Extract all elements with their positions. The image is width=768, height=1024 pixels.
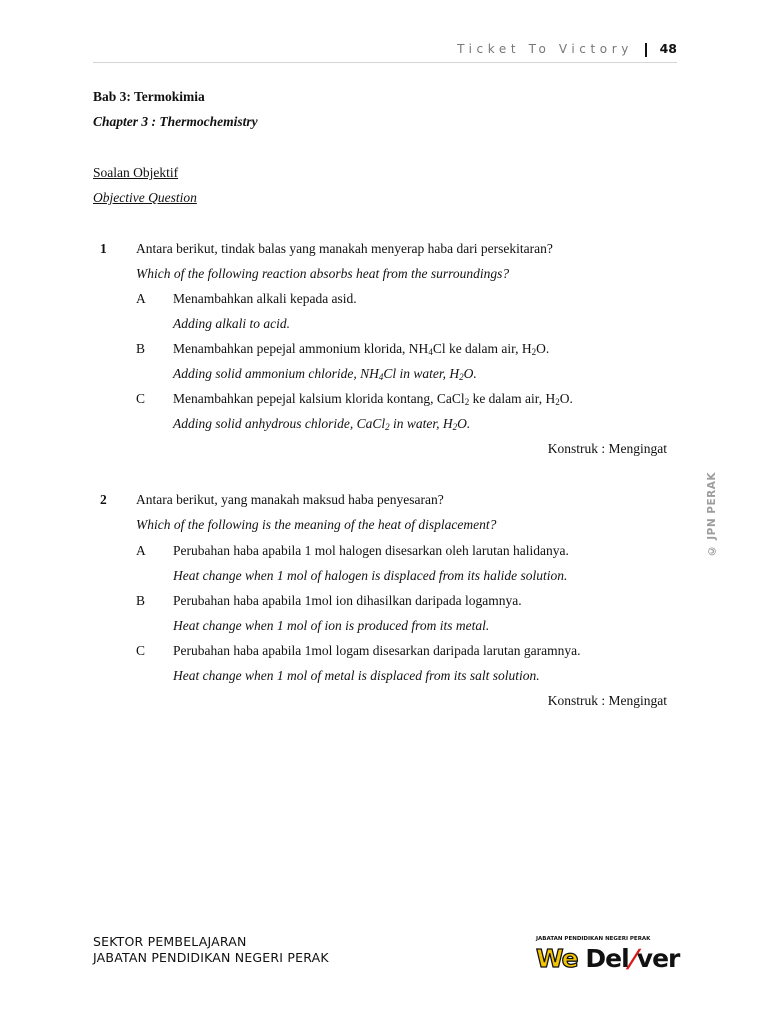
question-text-en: Which of the following reaction absorbs heat from the surroundings? [136, 266, 510, 281]
option-text-ms: Menambahkan pepejal kalsium klorida kontang, CaCl$_2$ ke dalam air, $H_2O$. [173, 391, 573, 407]
chapter-name-en: Thermochemistry [159, 114, 258, 129]
option-letter: B [136, 593, 146, 608]
we-deliver-logo [536, 936, 680, 978]
option-letter: A [136, 543, 146, 558]
construct-label: Konstruk : Mengingat [547, 693, 667, 708]
option-letter: A [136, 291, 146, 306]
option-text-ms: Perubahan haba apabila 1mol logam disesarkan daripada larutan garamnya. [173, 643, 581, 658]
option-text-en: Adding solid ammonium chloride, $NH_4Cl$ in water, $H_2O$. [173, 366, 477, 382]
option-text-en: Heat change when 1 mol of metal is displaced from its salt solution. [173, 668, 540, 683]
question-number: 1 [100, 241, 107, 256]
question-text-en: Which of the following is the meaning of the heat of displacement? [136, 517, 497, 532]
option-text-ms: Menambahkan pepejal ammonium klorida, $NH_4Cl$ ke dalam air, $H_2O$. [173, 341, 550, 357]
page-header [93, 42, 677, 63]
section-title-en: Objective Question [93, 190, 197, 205]
option-text-ms: Perubahan haba apabila 1mol ion dihasilkan daripada logamnya. [173, 593, 522, 608]
option-text-en: Adding solid anhydrous chloride, CaCl$_2$ in water, $H_2O$. [173, 416, 471, 432]
chapter-title-en [93, 114, 258, 130]
option-text-en: Heat change when 1 mol of ion is produced from its metal. [173, 618, 490, 633]
option-letter: B [136, 341, 146, 356]
header-separator [645, 43, 647, 57]
header-title: Ticket To Victory [457, 42, 633, 56]
construct-label: Konstruk : Mengingat [547, 441, 667, 456]
option-letter: C [136, 391, 146, 406]
chapter-label-en: Chapter 3 : [93, 114, 157, 129]
question-text-ms: Antara berikut, yang manakah maksud haba penyesaran? [136, 492, 444, 507]
question-number: 2 [100, 492, 107, 507]
footer-department: JABATAN PENDIDIKAN NEGERI PERAK [93, 950, 329, 965]
option-letter: C [136, 643, 146, 658]
question-text-ms: Antara berikut, tindak balas yang manakah menyerap haba dari persekitaran? [136, 241, 553, 256]
jpn-perak-watermark: © JPN PERAK [706, 472, 718, 557]
option-text-ms: Menambahkan alkali kepada asid. [173, 291, 357, 306]
page-number: 48 [659, 41, 677, 56]
logo-wordmark: We Del/ver [536, 944, 680, 973]
option-text-en: Adding alkali to acid. [173, 316, 290, 331]
logo-caption: JABATAN PENDIDIKAN NEGERI PERAK [536, 936, 651, 942]
chapter-title-ms: Bab 3: Termokimia [93, 89, 205, 104]
option-text-en: Heat change when 1 mol of halogen is displaced from its halide solution. [173, 568, 568, 583]
footer-sector: SEKTOR PEMBELAJARAN [93, 934, 247, 949]
section-title-ms: Soalan Objektif [93, 165, 179, 180]
option-text-ms: Perubahan haba apabila 1 mol halogen disesarkan oleh larutan halidanya. [173, 543, 569, 558]
